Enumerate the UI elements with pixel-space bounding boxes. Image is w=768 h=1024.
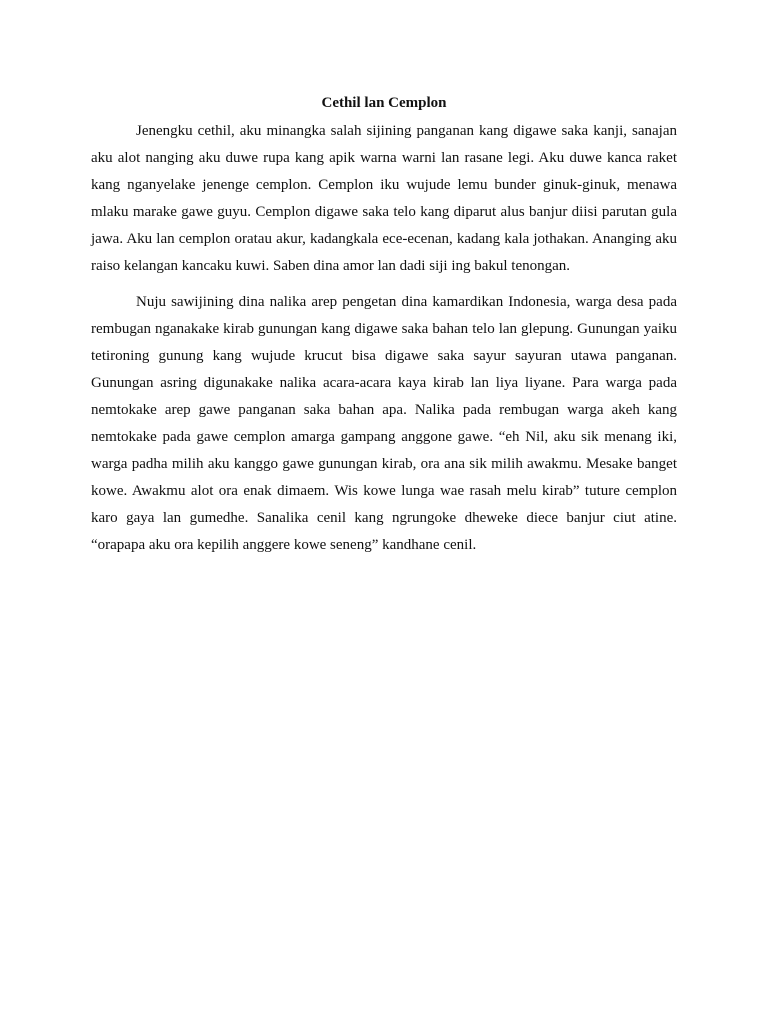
paragraph-1: Jenengku cethil, aku minangka salah sijining panganan kang digawe saka kanji, sanajan aku alot nanging aku duwe rupa kang apik warna warni lan rasane legi. Aku duwe kanca raket kang nganyelake jenenge cemplon. Cemplon iku wujude lemu bunder ginuk-ginuk, menawa mlaku marake gawe guyu. Cemplon digawe saka telo kang diparut alus banjur diisi parutan gula jawa. Aku lan cemplon oratau akur, kadangkala ece-ecenan, kadang kala jothakan. Ananging aku raiso kelangan kancaku kuwi. Saben dina amor lan dadi siji ing bakul tenongan. <box>91 123 677 274</box>
document-title: Cethil lan Cemplon <box>321 95 447 111</box>
paragraph-2: Nuju sawijining dina nalika arep pengetan dina kamardikan Indonesia, warga desa pada rembugan nganakake kirab gunungan kang digawe saka bahan telo lan glepung. Gunungan yaiku tetironing gunung kang wujude krucut bisa digawe saka sayur sayuran utawa panganan. Gunungan asring digunakake nalika acara-acara kaya kirab lan liya liyane. Para warga pada nemtokake arep gawe panganan saka bahan apa. Nalika pada rembugan warga akeh kang nemtokake pada gawe cemplon amarga gampang anggone gawe. “eh Nil, aku sik menang iki, warga padha milih aku kanggo gawe gunungan kirab, ora ana sik milih awakmu. Mesake banget kowe. Awakmu alot ora enak dimaem. Wis kowe lunga wae rasah melu kirab” tuture cemplon karo gaya lan gumedhe. Sanalika cenil kang ngrungoke dheweke diece banjur ciut atine. “orapapa aku ora kepilih anggere kowe seneng” kandhane cenil. <box>91 294 677 553</box>
